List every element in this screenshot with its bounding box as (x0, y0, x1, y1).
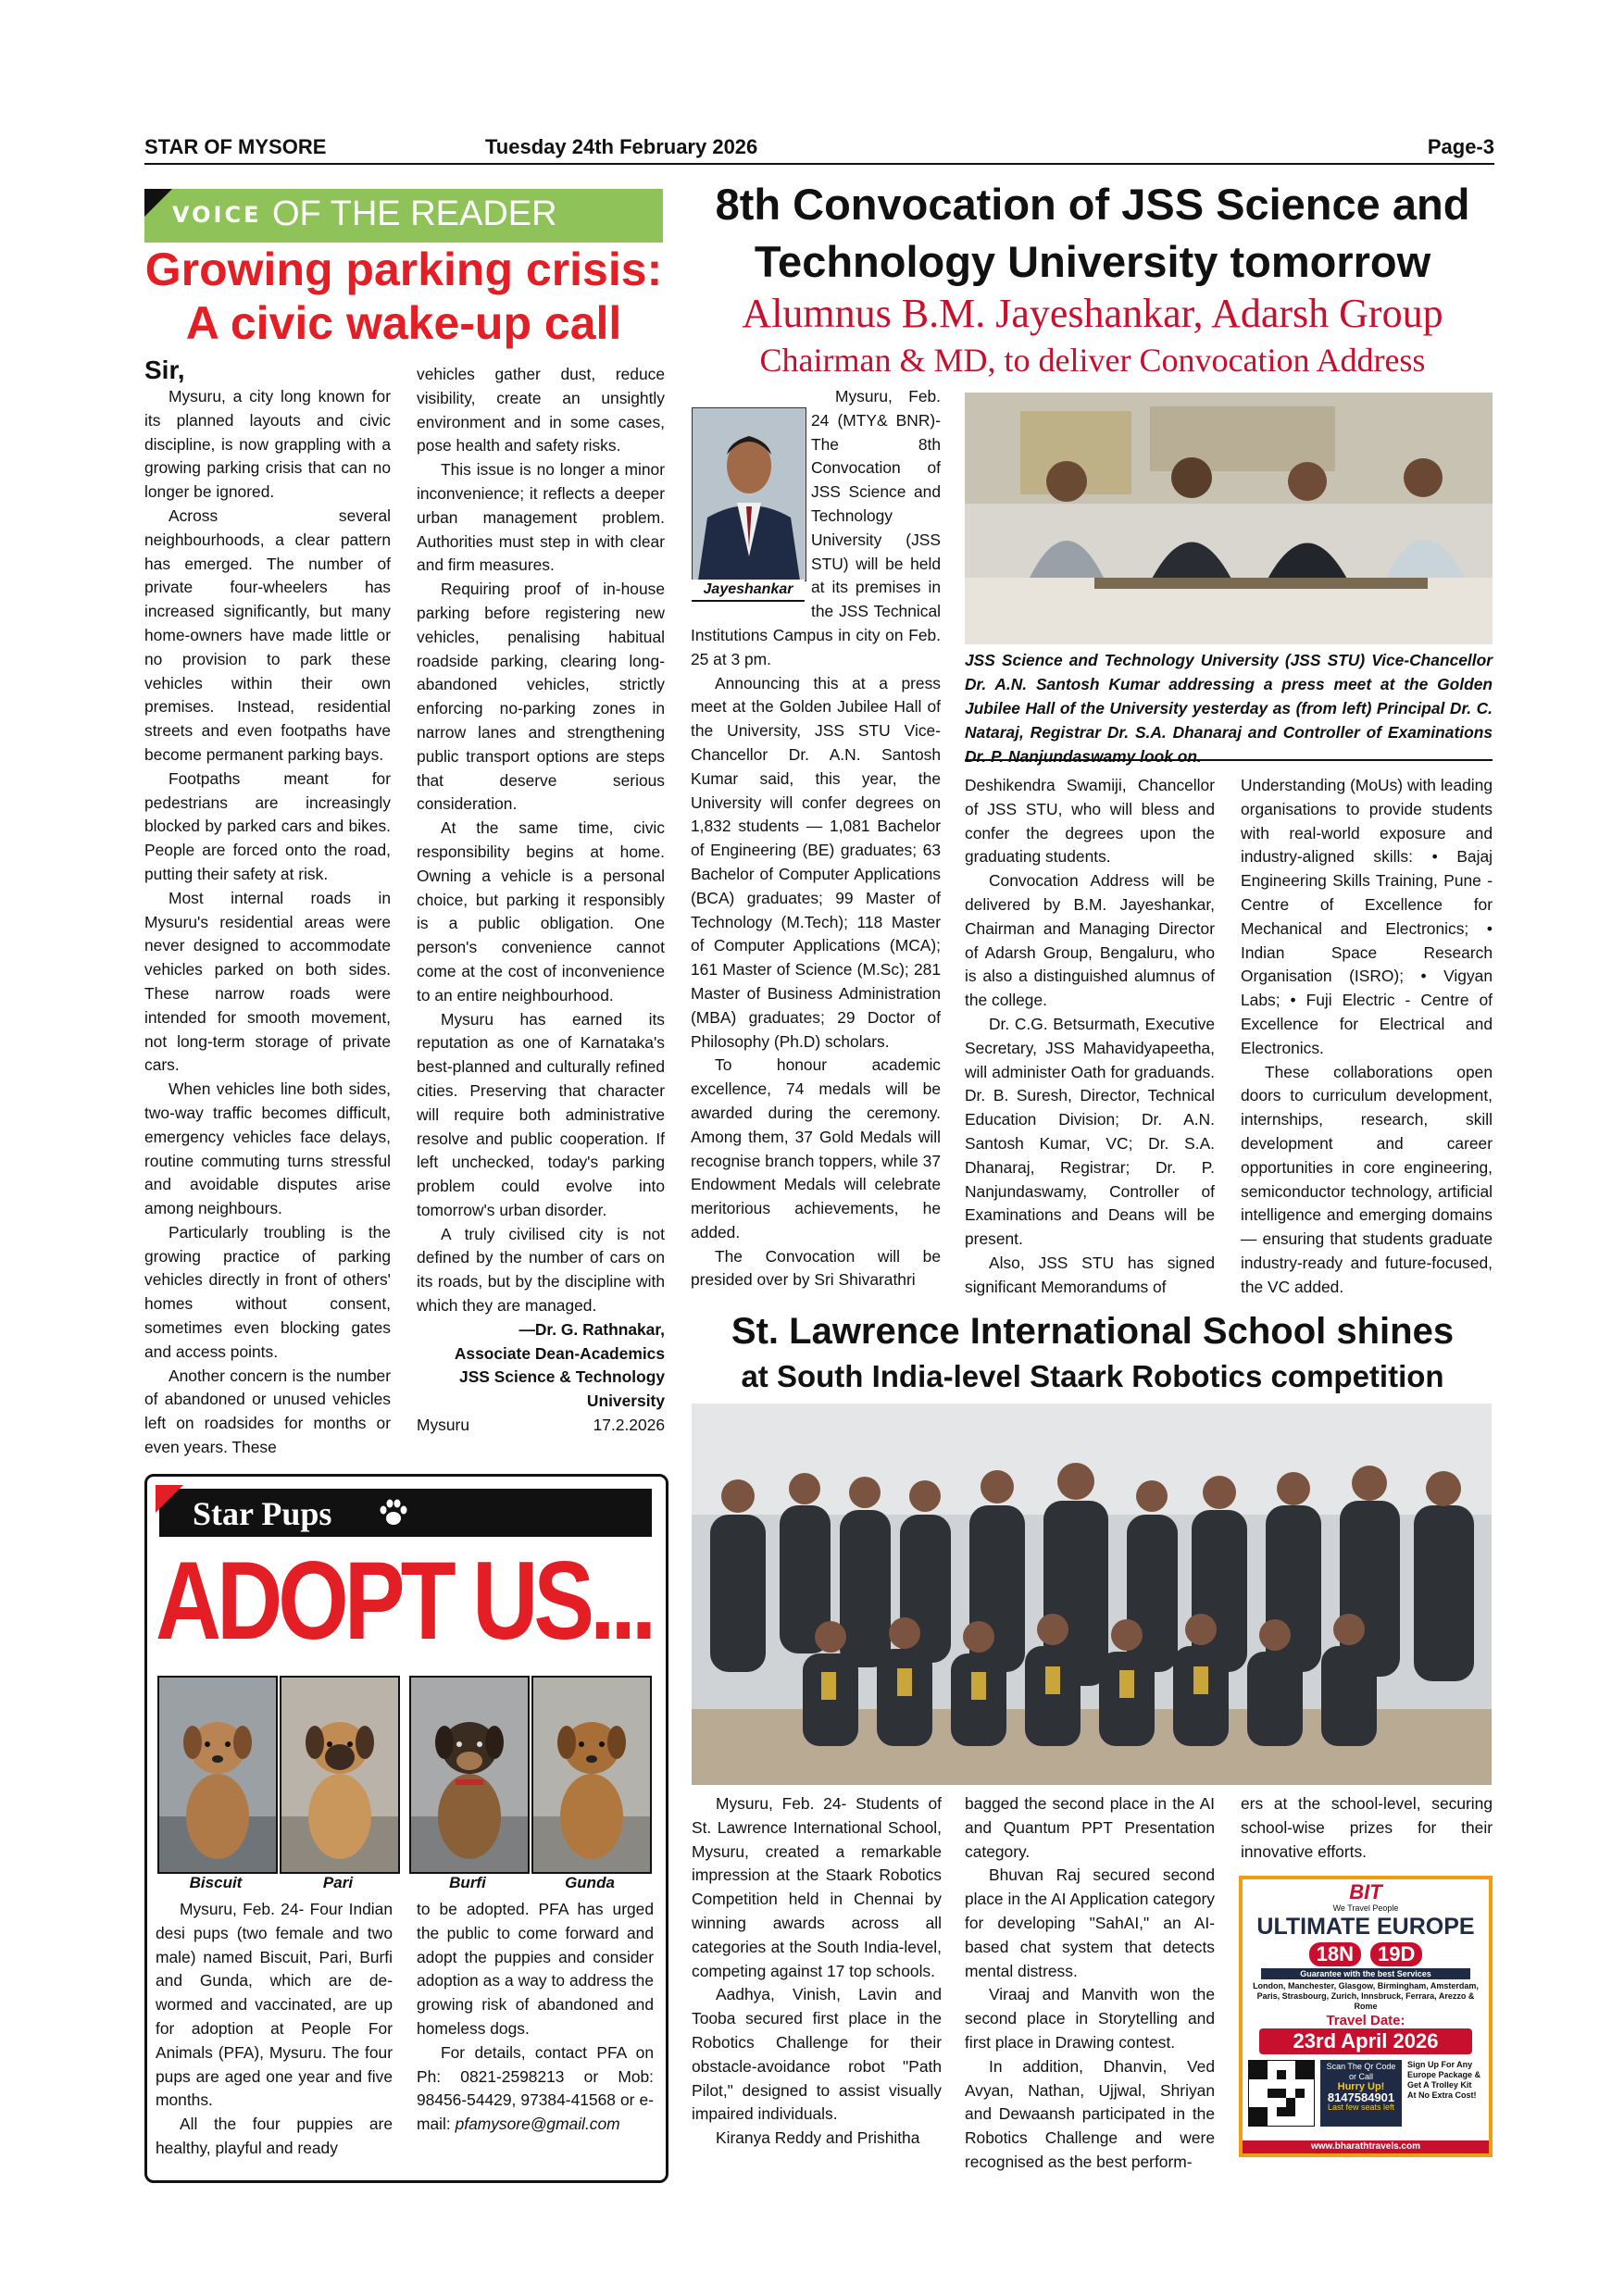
jss-column-1 (691, 385, 941, 1292)
star-pups-banner (159, 1489, 652, 1537)
masthead-rule (144, 163, 1494, 165)
paragraph: Deshikendra Swamiji, Chancellor of JSS STU, who will bless and confer the degrees upon the graduating students. (965, 776, 1215, 867)
pup-name-gunda: Gunda (565, 1874, 615, 1891)
lawrence-column-2 (965, 1792, 1215, 2175)
paragraph: Particularly troubling is the growing practice of parking vehicles directly in front of others' homes without consent, sometimes even blocking gates and access points. (144, 1222, 391, 1361)
contact-text: For details, contact PFA on Ph: 0821-2598213 or Mob: 98456-54429, 97384-41568 or e-mail: (417, 2042, 654, 2134)
ad-contact (1320, 2060, 1402, 2127)
letter-column-2 (417, 363, 665, 1438)
ad-scan-text: Scan The Qr Code or Call (1326, 2062, 1396, 2081)
press-meet-photo (965, 393, 1493, 644)
paragraph: When vehicles line both sides, two-way traffic becomes difficult, emergency vehicles face delays, routine commuting turns stressful and avoidable disputes arise among neighbours. (144, 1079, 391, 1218)
paragraph: Mysuru, Feb. 24- Four Indian desi pups (two female and two male) named Biscuit, Pari, Burfi and Gunda, which are de-wormed and vaccinated, are up for adoption at People For Animals (PFA), Mysuru. The four pups are aged one year and five months. (156, 1900, 393, 2110)
burfi-image (411, 1678, 528, 1872)
issue-date: Tuesday 24th February 2026 (485, 135, 758, 158)
jss-headline (685, 176, 1500, 291)
salutation: Sir, (144, 356, 185, 384)
signature-name: —Dr. G. Rathnakar, (518, 1319, 665, 1339)
pup-photo-biscuit (157, 1676, 278, 1874)
ad-days: 19D (1370, 1942, 1422, 1966)
paragraph: to be adopted. PFA has urged the public to come forward and adopt the puppies and consider adoption as a way to address the growing risk of abandoned and homeless dogs. (417, 1900, 654, 2038)
qr-code-icon[interactable] (1248, 2060, 1315, 2127)
paragraph: vehicles gather dust, reduce visibility, create an unsightly environment and in some cases, pose health and safety risks. (417, 365, 665, 455)
paragraph: A truly civilised city is not defined by the number of cars on its roads, but by the discipline with which they are managed. (417, 1224, 665, 1316)
biscuit-image (159, 1678, 276, 1872)
paragraph: Requiring proof of in-house parking before registering new vehicles, penalising habitual roadside parking, clearing long-abandoned vehicles, strictly enforcing no-parking zones in narrow lanes and strengthening public transport options are steps that deserve serious consideration. (417, 580, 665, 814)
signature-date: 17.2.2026 (593, 1416, 665, 1435)
ad-website[interactable]: www.bharathtravels.com (1243, 2140, 1489, 2153)
letter-column-1 (144, 356, 391, 1460)
pup-photo-burfi (409, 1676, 530, 1874)
gunda-image (533, 1678, 650, 1872)
paragraph: This issue is no longer a minor inconvenience; it reflects a deeper urban management problem. Authorities must step in with clear and firm measures. (417, 460, 665, 575)
banner-corner (156, 1485, 183, 1513)
paragraph: Understanding (MoUs) with leading organisations to provide students with real-world exposure and industry-aligned skills: • Bajaj Engineering Skills Training, Pune - Centre of Excellence for Mechanical and Electronics; • Indian Space Research Organisation (ISRO); • Vigyan Labs; • Fuji Electric - Centre of Excellence for Electrical and Electronics. (1241, 776, 1493, 1057)
ad-logo: BIT (1349, 1880, 1382, 1903)
pup-name-biscuit: Biscuit (189, 1874, 243, 1891)
ad-duration (1243, 1942, 1489, 1966)
ad-logo-tagline: We Travel People (1332, 1903, 1399, 1913)
pari-image (281, 1678, 398, 1872)
paragraph: At the same time, civic responsibility begins at home. Owning a vehicle is a personal choice, but parking it responsibly is a public obligation. One person's convenience cannot come at the cost of inconvenience to an entire neighbourhood. (417, 818, 665, 1004)
portrait-float-space (691, 385, 811, 607)
press-meet-image (965, 393, 1493, 644)
paragraph: These collaborations open doors to curriculum development, internships, research, skill development and career opportunities in core engineering, semiconductor technology, artificial intelligence and emerging domains — ensuring that students graduate industry-ready and future-focused, the VC added. (1241, 1062, 1493, 1296)
paragraph: Also, JSS STU has signed significant Memorandums of (965, 1253, 1215, 1296)
pups-column-1 (156, 1898, 393, 2161)
jss-headline-line2: Technology University tomorrow (754, 237, 1431, 286)
pup-photo-pari (280, 1676, 400, 1874)
signature-institution: JSS Science & Technology (459, 1367, 665, 1387)
ad-guarantee: Guarantee with the best Services (1261, 1968, 1470, 1979)
page-number: Page-3 (1427, 135, 1494, 158)
pup-name-burfi: Burfi (449, 1874, 486, 1891)
paragraph: Across several neighbourhoods, a clear pattern has emerged. The number of private four-wheelers has increased significantly, but many home-owners have made little or no provision to park these vehicles within their own premises. Instead, residential streets and even footpaths have become permanent parking bays. (144, 505, 391, 764)
jss-subhead-2: Chairman & MD, to deliver Convocation Address (759, 342, 1426, 379)
ad-hurry: Hurry Up! (1337, 2081, 1385, 2092)
lawrence-headline-1: St. Lawrence International School shines (731, 1311, 1455, 1352)
portrait-label: Jayeshankar (692, 580, 805, 602)
signature-footer (417, 1414, 665, 1438)
jss-subhead-1: Alumnus B.M. Jayeshankar, Adarsh Group (742, 291, 1443, 336)
paragraph: Most internal roads in Mysuru's residential areas were never designed to accommodate vehicles parked on both sides. These narrow roads were intended for smooth movement, not long-term storage of private cars. (144, 888, 391, 1075)
travel-ad[interactable] (1239, 1876, 1493, 2157)
pup-photo-gunda (531, 1676, 652, 1874)
jss-column-3 (1241, 774, 1493, 1300)
ad-nights: 18N (1309, 1942, 1361, 1966)
robotics-team-photo (692, 1404, 1492, 1785)
pups-column-2 (417, 1898, 654, 2137)
letter-headline-line1: Growing parking crisis: (144, 243, 663, 295)
ad-signup: Sign Up For Any Europe Package & Get A Trolley Kit At No Extra Cost! (1407, 2060, 1481, 2100)
ad-travel-label: Travel Date: (1326, 2013, 1405, 2028)
paw-icon (378, 1498, 409, 1528)
paragraph: Announcing this at a press meet at the Golden Jubilee Hall of the University, JSS STU Vice-Chancellor Dr. A.N. Santosh Kumar said, this year, the University will confer degrees on 1,832 students — 1,081 Bachelor of Engineering (BE) graduates; 63 Bachelor of Computer Applications (BCA) graduates; 99 Master of Technology (M.Tech); 118 Master of Computer Applications (MCA); 161 Master of Science (M.Sc); 281 Master of Business Administration (MBA) graduates; 29 Doctor of Philosophy (Ph.D) scholars. (691, 673, 941, 1051)
paragraph: Aadhya, Vinish, Lavin and Tooba secured first place in the Robotics Challenge for their obstacle-avoidance robot "Path Pilot," designed to assist visually impaired individuals. (692, 1985, 942, 2124)
ad-bottom (1243, 2060, 1489, 2127)
press-meet-caption: JSS Science and Technology University (JSS STU) Vice-Chancellor Dr. A.N. Santosh Kumar addressing a press meet at the Golden Jubilee Hall of the University yesterday as (from left) Principal Dr. C. Nataraj, Registrar Dr. S.A. Dhanaraj and Controller of Examinations Dr. P. Nanjundaswamy look on. (965, 651, 1493, 766)
ad-seats: Last few seats left (1327, 2103, 1395, 2112)
paragraph: ers at the school-level, securing school-wise prizes for their innovative efforts. (1241, 1794, 1493, 1861)
letter-headline (139, 243, 668, 350)
paragraph: Dr. C.G. Betsurmath, Executive Secretary, JSS Mahavidyapeetha, will administer Oath for graduands. Dr. B. Suresh, Director, Technical Education Division; Dr. A.N. Santosh Kumar, VC; Dr. S.A. Dhanaraj, Registrar; Dr. P. Nanjundaswamy, Controller of Examinations and Deans will be present. (965, 1014, 1215, 1249)
lawrence-column-1 (692, 1792, 942, 2151)
paragraph: All the four puppies are healthy, playful and ready (156, 2115, 393, 2157)
lawrence-column-3 (1241, 1792, 1493, 1864)
voice-tag: VOICE (172, 202, 262, 228)
paragraph: Convocation Address will be delivered by B.M. Jayeshankar, Chairman and Managing Director of Adarsh Group, Bengaluru, who is also a distinguished alumnus of the college. (965, 871, 1215, 1010)
jss-column-2 (965, 774, 1215, 1300)
adopt-us-headline: ADOPT US... (156, 1539, 653, 1663)
signature-institution-2: University (586, 1391, 665, 1411)
ad-cities: London, Manchester, Glasgow, Birmingham, Amsterdam, Paris, Strasbourg, Zurich, Innsbruck, Ferrara, Arezzo & Rome (1253, 1981, 1479, 2011)
banner-corner (144, 189, 172, 217)
paragraph: Footpaths meant for pedestrians are increasingly blocked by parked cars and bikes. People are forced onto the road, putting their safety at risk. (144, 768, 391, 883)
paragraph: bagged the second place in the AI and Quantum PPT Presentation category. (965, 1794, 1215, 1861)
pfa-email-link[interactable]: pfamysore@gmail.com (455, 2115, 620, 2134)
paragraph: Kiranya Reddy and Prishitha (716, 2128, 920, 2148)
lawrence-headline-2: at South India-level Staark Robotics competition (741, 1359, 1444, 1393)
paragraph: Mysuru, Feb. 24- Students of St. Lawrence International School, Mysuru, created a remarkable impression at the Staark Robotics Competition held in Chennai by winning awards across all categories at the South India-level, competing against 17 top schools. (692, 1794, 942, 1980)
reader-tag: OF THE READER (272, 194, 557, 233)
paragraph: Another concern is the number of abandoned or unused vehicles left on roadsides for months or even years. These (144, 1366, 391, 1457)
paragraph (417, 2041, 654, 2137)
robotics-team-image (692, 1404, 1492, 1785)
masthead (144, 135, 1494, 159)
paragraph: Mysuru, Feb. 24 (MTY& BNR)- The 8th Convocation of JSS Science and Technology University (JSS STU) will be held at its premises in the JSS Technical Institutions Campus in city on Feb. 25 at 3 pm. (691, 387, 941, 668)
signature-title: Associate Dean-Academics (454, 1343, 665, 1363)
paragraph: In addition, Dhanvin, Ved Avyan, Nathan, Ujjwal, Shriyan and Dewaansh participated in the Robotics Challenge and were recognised as the best perform- (965, 2056, 1215, 2171)
ad-travel-date: 23rd April 2026 (1259, 2028, 1472, 2054)
paragraph: The Convocation will be presided over by Sri Shivarathri (691, 1246, 941, 1290)
paragraph: Viraaj and Manvith won the second place in Storytelling and first place in Drawing contest. (965, 1985, 1215, 2052)
voice-banner (144, 189, 663, 243)
jss-headline-line1: 8th Convocation of JSS Science and (715, 180, 1470, 229)
paper-name: STAR OF MYSORE (144, 135, 327, 158)
ad-phone[interactable]: 8147584901 (1327, 2090, 1395, 2104)
paragraph: Bhuvan Raj secured second place in the AI Application category for developing "SahAI," an AI-based chat system that detects mental distress. (965, 1866, 1215, 1980)
ad-title: ULTIMATE EUROPE (1256, 1914, 1475, 1940)
star-pups-title: Star Pups (193, 1495, 332, 1532)
caption-rule (965, 759, 1493, 761)
paragraph: Mysuru has earned its reputation as one of Karnataka's best-planned and culturally refined cities. Preserving that character will require both administrative resolve and public cooperation. If left unchecked, today's parking problem could evolve into tomorrow's urban disorder. (417, 1009, 665, 1219)
signature-place: Mysuru (417, 1416, 470, 1435)
letter-signature (417, 1318, 665, 1414)
letter-headline-line2: A civic wake-up call (185, 297, 622, 349)
paragraph: To honour academic excellence, 74 medals will be awarded during the ceremony. Among them, 37 Gold Medals will recognise branch toppers, while 37 Endowment Medals will celebrate meritorious achievements, he added. (691, 1055, 941, 1242)
pup-name-pari: Pari (322, 1874, 354, 1891)
paragraph: Mysuru, a city long known for its planned layouts and civic discipline, is now grappling with a growing parking crisis that can no longer be ignored. (144, 387, 391, 502)
